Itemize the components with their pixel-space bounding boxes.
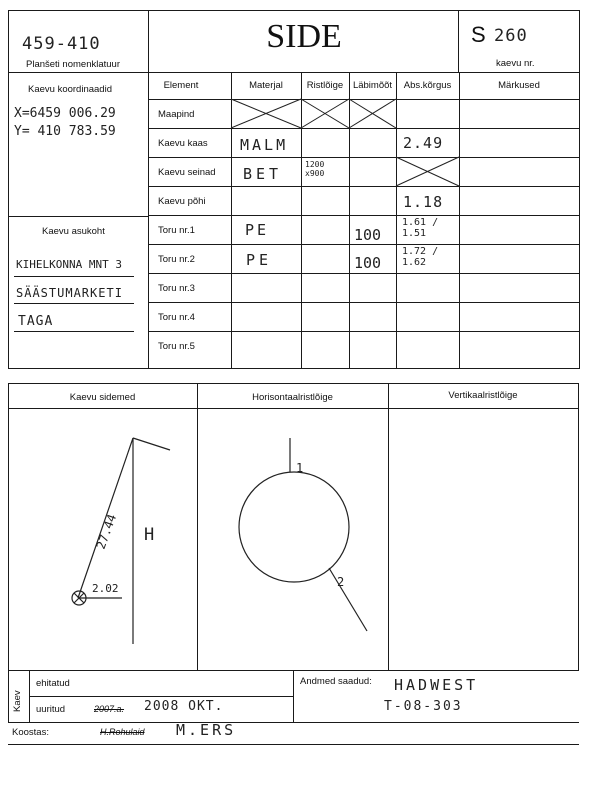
height-value: 1.18 — [403, 193, 444, 211]
diameter-value: 100 — [354, 226, 382, 244]
well-number-prefix: S — [471, 22, 486, 47]
height-value: 2.49 — [403, 134, 444, 152]
material-value: MALM — [240, 136, 289, 154]
height-value: 1.61 / 1.51 — [402, 217, 439, 239]
tie-h-label: H — [144, 525, 155, 545]
surveyed-struck-year: 2007.a. — [94, 704, 125, 714]
material-value: PE — [245, 221, 270, 239]
vertical-section-label: Vertikaalristlõige — [448, 390, 518, 401]
height-value: 1.72 / 1.62 — [402, 246, 439, 268]
data-from-code: T-08-303 — [384, 699, 463, 714]
compiled-name: M.ERS — [176, 721, 237, 739]
pipe-1-label: 1 — [296, 461, 304, 475]
location-line-3: TAGA — [18, 314, 54, 329]
header-material: Materjal — [249, 80, 283, 91]
row-label: Kaevu seinad — [158, 167, 216, 178]
sheet-number-label: Planšeti nomenklatuur — [26, 59, 120, 70]
row-label: Kaevu põhi — [158, 196, 206, 207]
pipe-2-label: 2 — [337, 575, 345, 589]
ties-label: Kaevu sidemed — [69, 392, 136, 403]
surveyed-date: 2008 OKT. — [144, 699, 224, 714]
row-label: Maapind — [158, 109, 195, 120]
sheet-number: 459-410 — [22, 34, 101, 54]
page-title: SIDE — [266, 18, 342, 55]
data-from-label: Andmed saadud: — [300, 676, 372, 687]
well-number-label: kaevu nr. — [496, 58, 535, 69]
location-label: Kaevu asukoht — [42, 226, 105, 237]
material-value: PE — [246, 251, 273, 269]
coordinate-x: X=6459 006.29 — [14, 106, 116, 121]
header-height: Abs.kõrgus — [403, 80, 452, 91]
header-diameter: Läbimõõt — [352, 80, 393, 91]
horizontal-section-sketch — [197, 408, 388, 670]
row-label: Kaevu kaas — [158, 138, 208, 149]
tie-long-length: 27.44 — [93, 512, 120, 552]
coordinates-label: Kaevu koordinaadid — [28, 84, 112, 95]
well-ties-sketch — [8, 408, 197, 670]
row-label: Toru nr.4 — [158, 312, 195, 323]
data-from-name: HADWEST — [394, 676, 479, 694]
well-side-label: Kaev — [12, 690, 23, 712]
diameter-value: 100 — [354, 254, 382, 272]
location-line-2: SÄÄSTUMARKETI — [16, 286, 123, 300]
surveyed-label: uuritud — [36, 704, 66, 715]
header-element: Element — [163, 80, 199, 91]
row-label: Toru nr.5 — [158, 341, 195, 352]
horizontal-section-label: Horisontaalristlõige — [252, 392, 333, 403]
row-label: Toru nr.2 — [158, 254, 195, 265]
material-value: BET — [243, 165, 283, 183]
location-line-1: KIHELKONNA MNT 3 — [16, 258, 122, 271]
compiled-struck-name: H.Rohulaid — [100, 727, 145, 737]
row-label: Toru nr.3 — [158, 283, 195, 294]
header-section: Ristlõige — [306, 80, 344, 91]
coordinate-y: Y= 410 783.59 — [14, 124, 116, 139]
built-label: ehitatud — [36, 678, 70, 689]
row-label: Toru nr.1 — [158, 225, 195, 236]
tie-short-length: 2.02 — [92, 582, 119, 595]
header-notes: Märkused — [498, 80, 540, 91]
section-value: 1200 x900 — [305, 160, 325, 178]
compiled-label: Koostas: — [12, 727, 49, 738]
well-number: 260 — [494, 26, 528, 46]
